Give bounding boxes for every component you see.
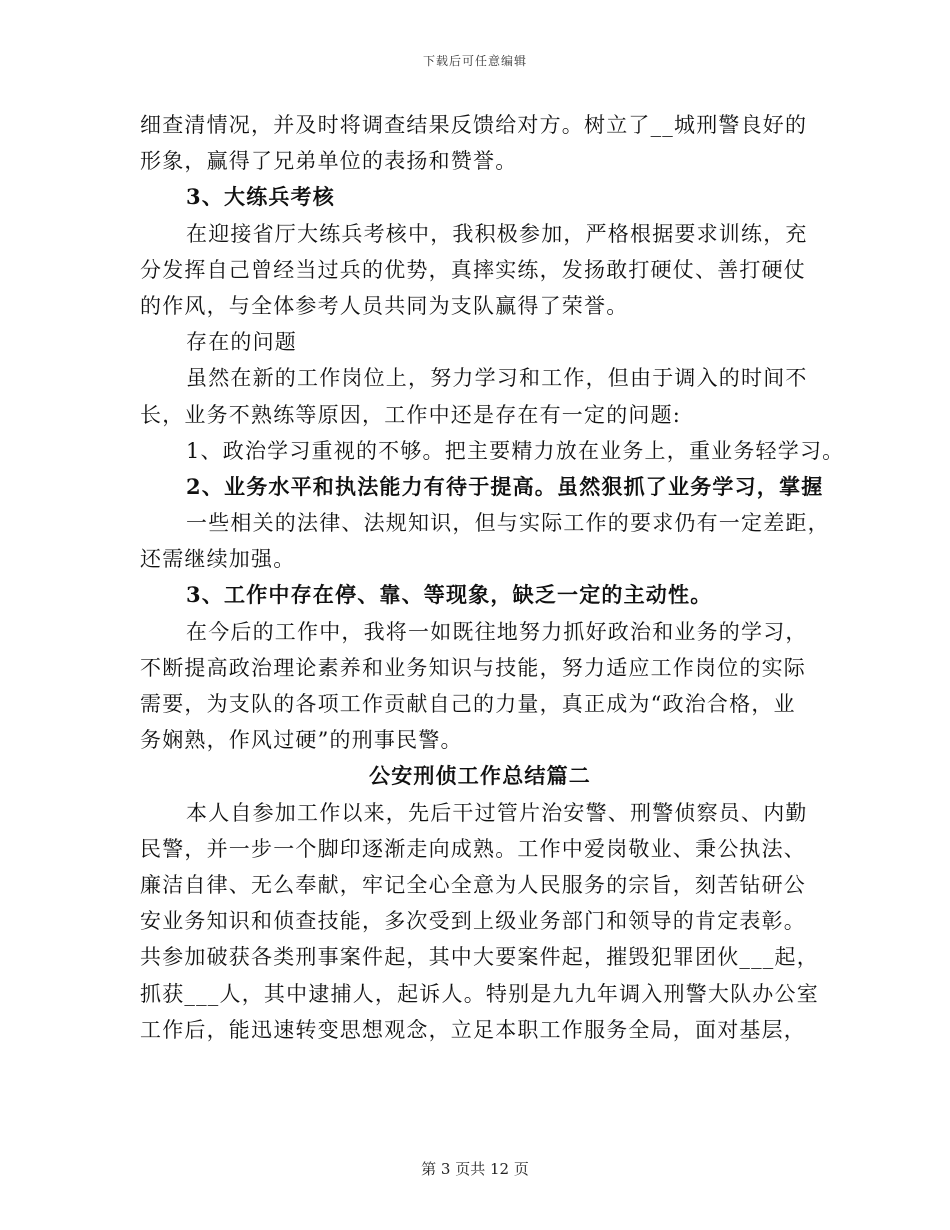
text-line: 虽然在新的工作岗位上，努力学习和工作，但由于调入的时间不 — [186, 366, 808, 391]
text-line: 务娴熟，作风过硬”的刑事民警。 — [140, 728, 463, 753]
text-line: 民警，并一步一个脚印逐渐走向成熟。工作中爱岗敬业、秉公执法、 — [140, 836, 806, 861]
text-line: 分发挥自己曾经当过兵的优势，真摔实练，发扬敢打硬仗、善打硬仗 — [140, 257, 806, 282]
text-line: 在今后的工作中，我将一如既往地努力抓好政治和业务的学习， — [186, 619, 808, 644]
text-line: 一些相关的法律、法规知识，但与实际工作的要求仍有一定差距， — [186, 511, 830, 536]
text-line: 长，业务不熟练等原因，工作中还是存在有一定的问题: — [140, 402, 682, 427]
text-line: 1、政治学习重视的不够。把主要精力放在业务上，重业务轻学习。 — [186, 438, 845, 463]
text-line: 2、业务水平和执法能力有待于提高。虽然狠抓了业务学习，掌握 — [186, 473, 824, 499]
text-line: 本人自参加工作以来，先后干过管片治安警、刑警侦察员、内勤 — [186, 800, 808, 825]
text-line: 需要，为支队的各项工作贡献自己的力量，真正成为“政治合格，业 — [140, 692, 796, 716]
text-line: 抓获___人，其中逮捕人，起诉人。特别是九九年调入刑警大队办公室 — [140, 981, 819, 1006]
text-line: 形象，赢得了兄弟单位的表扬和赞誉。 — [140, 149, 518, 174]
text-line: 在迎接省厅大练兵考核中，我积极参加，严格根据要求训练，充 — [186, 221, 808, 246]
page-number: 第 3 页共 12 页 — [421, 1160, 529, 1178]
section-title: 公安刑侦工作总结篇二 — [369, 763, 591, 789]
document-body — [140, 107, 845, 1048]
text-line: 存在的问题 — [186, 330, 297, 355]
text-line: 工作后，能迅速转变思想观念，立足本职工作服务全局，面对基层， — [140, 1017, 806, 1042]
text-line: 廉洁自律、无么奉献，牢记全心全意为人民服务的宗旨，刻苦钻研公 — [140, 872, 806, 897]
text-line: 还需继续加强。 — [140, 547, 296, 572]
text-line: 安业务知识和侦查技能，多次受到上级业务部门和领导的肯定表彰。 — [140, 909, 806, 934]
text-line: 3、工作中存在停、靠、等现象，缺乏一定的主动性。 — [186, 582, 713, 608]
text-line: 共参加破获各类刑事案件起，其中大要案件起，摧毁犯罪团伙___起， — [140, 945, 819, 970]
page-header-note: 下载后可任意编辑 — [422, 54, 527, 68]
text-line: 细查清情况，并及时将调查结果反馈给对方。树立了__城刑警良好的 — [140, 113, 808, 137]
text-line: 3、大练兵考核 — [186, 184, 336, 210]
text-line: 不断提高政治理论素养和业务知识与技能，努力适应工作岗位的实际 — [140, 655, 806, 680]
text-line: 的作风，与全体参考人员共同为支队赢得了荣誉。 — [140, 293, 629, 318]
